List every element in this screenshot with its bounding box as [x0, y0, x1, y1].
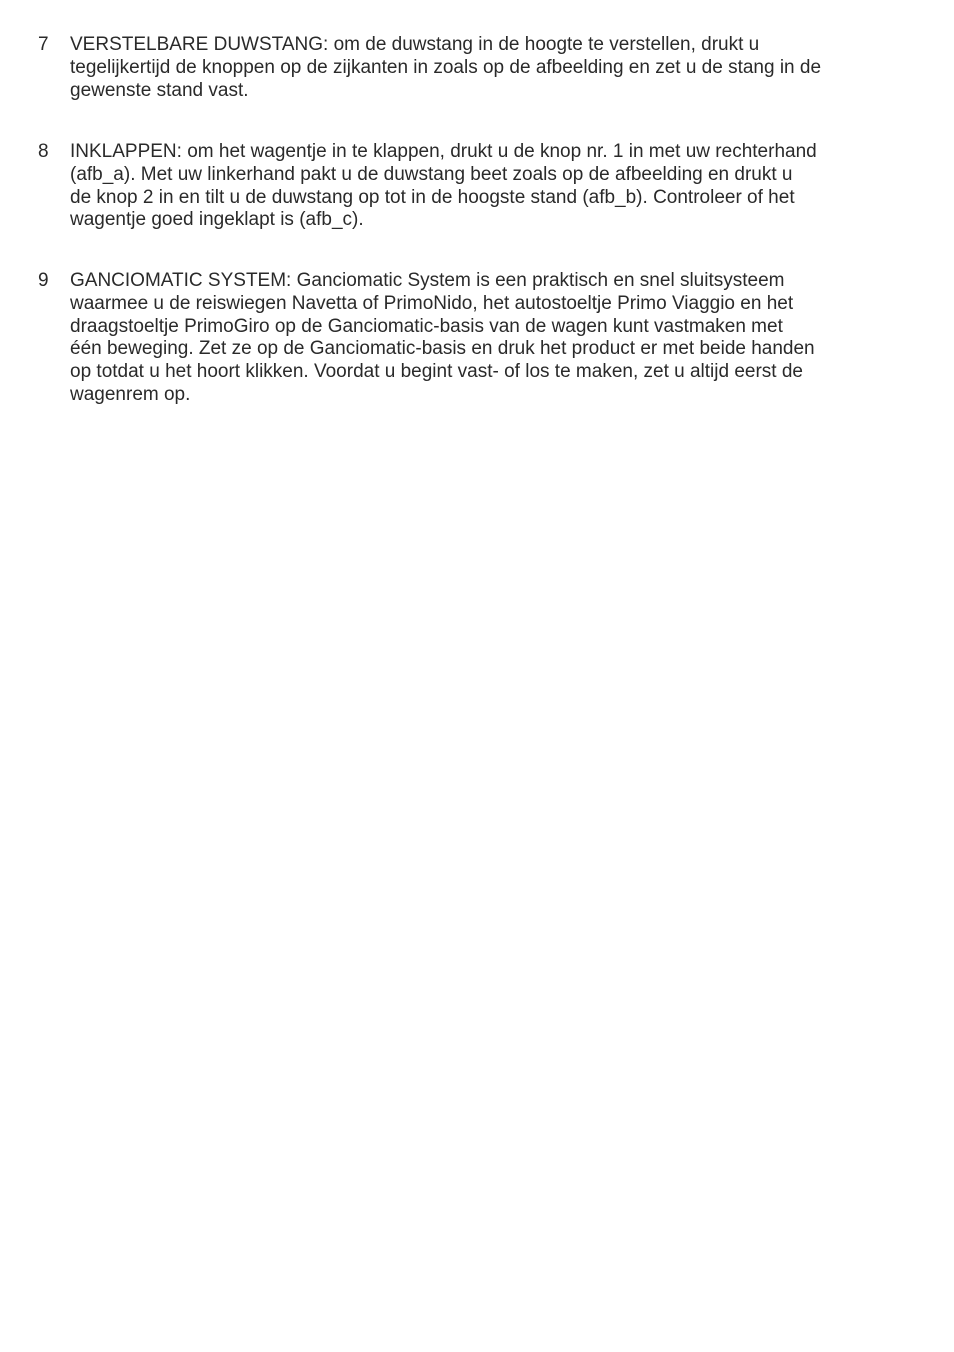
item-text: GANCIOMATIC SYSTEM: Ganciomatic System is een praktisch en snel sluitsysteem waarmee u de reiswiegen Navetta of PrimoNido, het autostoeltje Primo Viaggio en het draagstoeltje PrimoGiro op de Ganciomatic-basis van de wagen kunt vastmaken met één beweging. Zet ze op de Ganciomatic-basis en druk het product er met beide handen op totdat u het hoort klikken. Voordat u begint vast- of los te maken, zet u altijd eerst de wagenrem op.	[70, 270, 815, 405]
instruction-item-7	[38, 34, 908, 102]
instruction-item-8	[38, 141, 908, 232]
item-number: 7	[38, 34, 49, 55]
item-number: 9	[38, 270, 49, 291]
item-text: VERSTELBARE DUWSTANG: om de duwstang in de hoogte te verstellen, drukt u tegelijkertijd de knoppen op de zijkanten in zoals op de afbeelding en zet u de stang in de gewenste stand vast.	[70, 34, 822, 101]
item-text: INKLAPPEN: om het wagentje in te klappen, drukt u de knop nr. 1 in met uw rechterhand (afb_a). Met uw linkerhand pakt u de duwstang beet zoals op de afbeelding en drukt u de knop 2 in en tilt u de duwstang op tot in de hoogste stand (afb_b). Controleer of het wagentje goed ingeklapt is (afb_c).	[70, 141, 817, 231]
instruction-item-9	[38, 270, 908, 407]
item-number: 8	[38, 141, 49, 162]
